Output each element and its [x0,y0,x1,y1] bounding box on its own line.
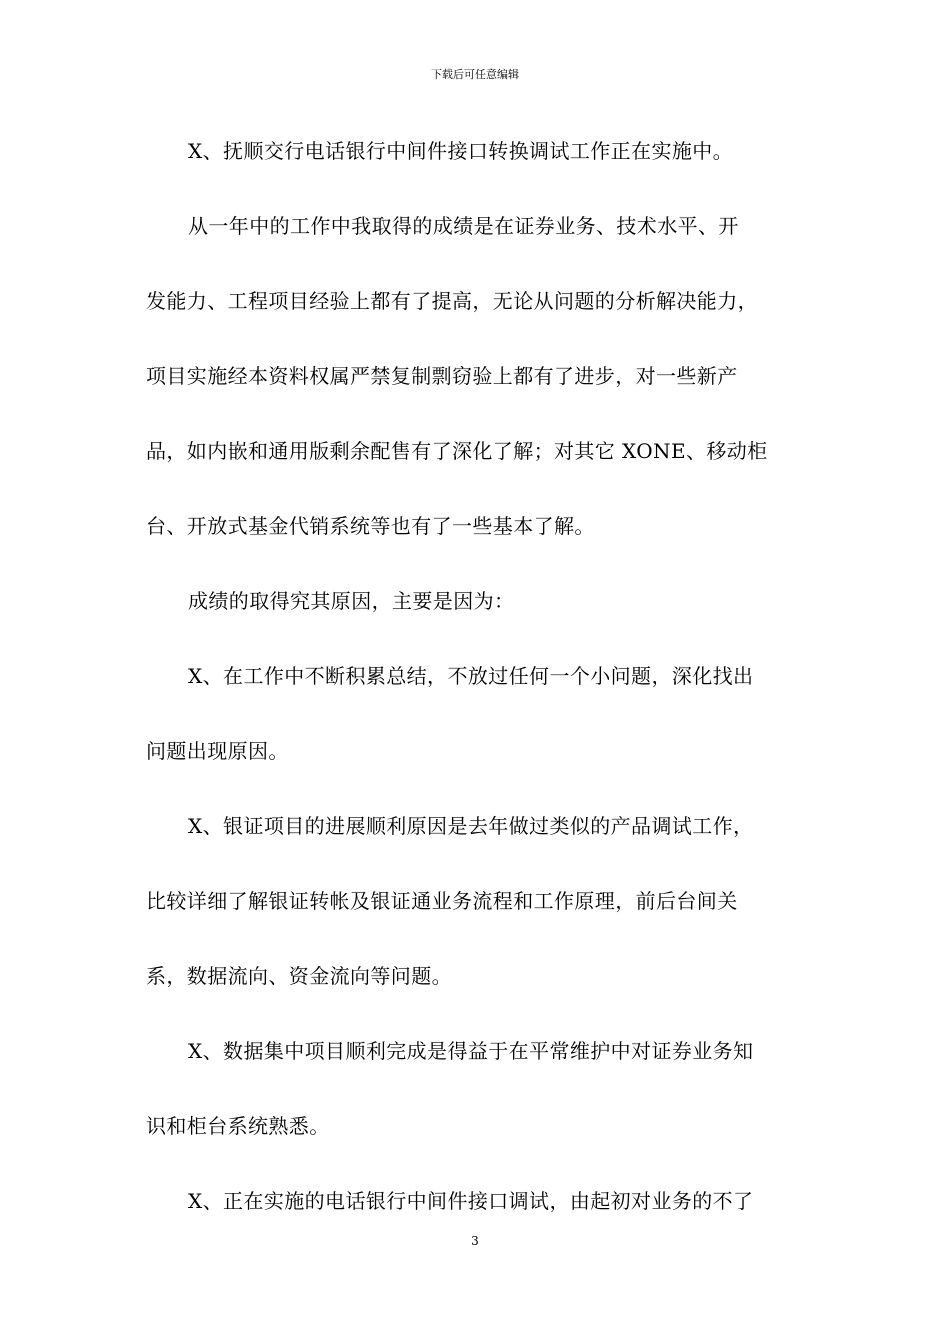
paragraph-line: 系，数据流向、资金流向等问题。 [146,964,452,988]
paragraph-line: 品，如内嵌和通用版剩余配售有了深化了解；对其它 XONE、移动柜 [146,439,768,463]
paragraph-line: 台、开放式基金代销系统等也有了一些基本了解。 [146,514,595,538]
paragraph-line: 发能力、工程项目经验上都有了提高，无论从问题的分析解决能力， [146,289,758,313]
paragraph-line: X、抚顺交行电话银行中间件接口转换调试工作正在实施中。 [188,139,734,163]
paragraph-line: 问题出现原因。 [146,739,289,763]
page-header: 下载后可任意编辑 [431,68,519,81]
paragraph-line: X、正在实施的电话银行中间件接口调试，由起初对业务的不了 [188,1189,754,1213]
paragraph-line: 比较详细了解银证转帐及银证通业务流程和工作原理，前后台间关 [146,889,738,913]
paragraph-line: 成绩的取得究其原因，主要是因为： [188,589,515,613]
paragraph-line: X、数据集中项目顺利完成是得益于在平常维护中对证券业务知 [188,1039,754,1063]
paragraph-line: 项目实施经本资料权属严禁复制剽窃验上都有了进步，对一些新产 [146,364,738,388]
paragraph-line: X、银证项目的进展顺利原因是去年做过类似的产品调试工作， [188,814,754,838]
paragraph-line: X、在工作中不断积累总结，不放过任何一个小问题，深化找出 [188,664,754,688]
document-body [146,131,811,1256]
paragraph-line: 从一年中的工作中我取得的成绩是在证券业务、技术水平、开 [188,214,739,238]
page-number: 3 [471,1234,479,1248]
paragraph-line: 识和柜台系统熟悉。 [146,1114,330,1138]
